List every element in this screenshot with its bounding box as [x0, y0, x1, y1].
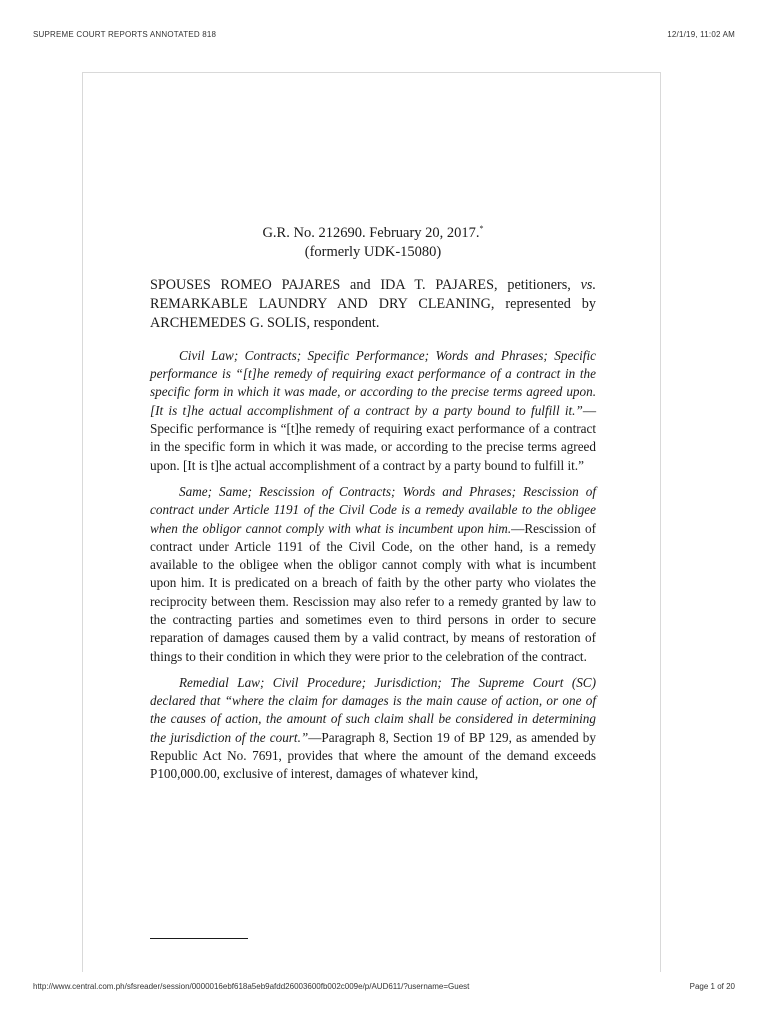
parties-vs: vs.	[580, 276, 596, 293]
syllabus-paragraph	[150, 483, 596, 666]
syllabus-topic: Remedial Law; Civil Procedure; Jurisdiction; The Supreme Court (SC) declared that “where the claim for damages is the main cause of action, or one of the causes of action, the amount of such claim shall be considered in determining the jurisdiction of the court.”	[150, 674, 596, 745]
footnote-marker: *	[479, 224, 484, 233]
case-formerly: (formerly UDK-15080)	[304, 243, 442, 260]
parties-petitioners: SPOUSES ROMEO PAJARES and IDA T. PAJARES, petitioners,	[150, 276, 581, 293]
print-footer	[33, 982, 735, 994]
page-url[interactable]: http://www.central.com.ph/sfsreader/session/0000016ebf618a5eb9afdd26003600fb002c009e/p/AUD611/?username=Guest	[33, 982, 470, 991]
page-counter: Page 1 of 20	[689, 982, 735, 991]
print-datetime: 12/1/19, 11:02 AM	[667, 30, 735, 39]
syllabus-paragraph	[150, 674, 596, 784]
syllabus-body: —Paragraph 8, Section 19 of BP 129, as amended by Republic Act No. 7691, provides that where the amount of the demand exceeds P100,000.00, exclusive of interest, damages of whatever kind,	[150, 729, 596, 782]
print-title: SUPREME COURT REPORTS ANNOTATED 818	[33, 30, 217, 39]
syllabus-paragraph	[150, 347, 596, 475]
case-heading	[150, 219, 596, 262]
print-header	[33, 30, 735, 42]
document-content	[150, 219, 596, 792]
syllabus-topic: Civil Law; Contracts; Specific Performance; Words and Phrases; Specific performance is “[t]he remedy of requiring exact performance of a contract in the specific form in which it was made, or according to the precise terms agreed upon. [It is t]he actual accomplishment of a contract by a party bound to fulfill it.”	[150, 347, 596, 418]
parties-respondent: REMARKABLE LAUNDRY AND DRY CLEANING, represented by ARCHEMEDES G. SOLIS, respondent.	[150, 295, 596, 331]
case-number-line	[150, 219, 596, 243]
syllabus-body: —Specific performance is “[t]he remedy of requiring exact performance of a contract in the specific form in which it was made, or according to the precise terms agreed upon. [It is t]he actual accomplishment of a contract by a party bound to fulfill it.”	[150, 402, 596, 473]
footnote-rule	[150, 938, 248, 939]
case-number: G.R. No. 212690. February 20, 2017.	[262, 224, 480, 241]
case-parties	[150, 276, 596, 333]
syllabus-body: —Rescission of contract under Article 1191 of the Civil Code, on the other hand, is a remedy available to the obligee when the obligor cannot comply with what is incumbent upon him. It is predicated on a breach of faith by the other party who violates the reciprocity between them. Rescission may also refer to a remedy granted by law to the contracting parties and sometimes even to third persons in order to secure reparation of damages caused them by a valid contract, by means of restoration of things to their condition in which they were prior to the celebration of the contract.	[150, 520, 596, 664]
syllabus-topic: Same; Same; Rescission of Contracts; Words and Phrases; Rescission of contract under Article 1191 of the Civil Code is a remedy available to the obligee when the obligor cannot comply with what is incumbent upon him.	[150, 483, 596, 536]
